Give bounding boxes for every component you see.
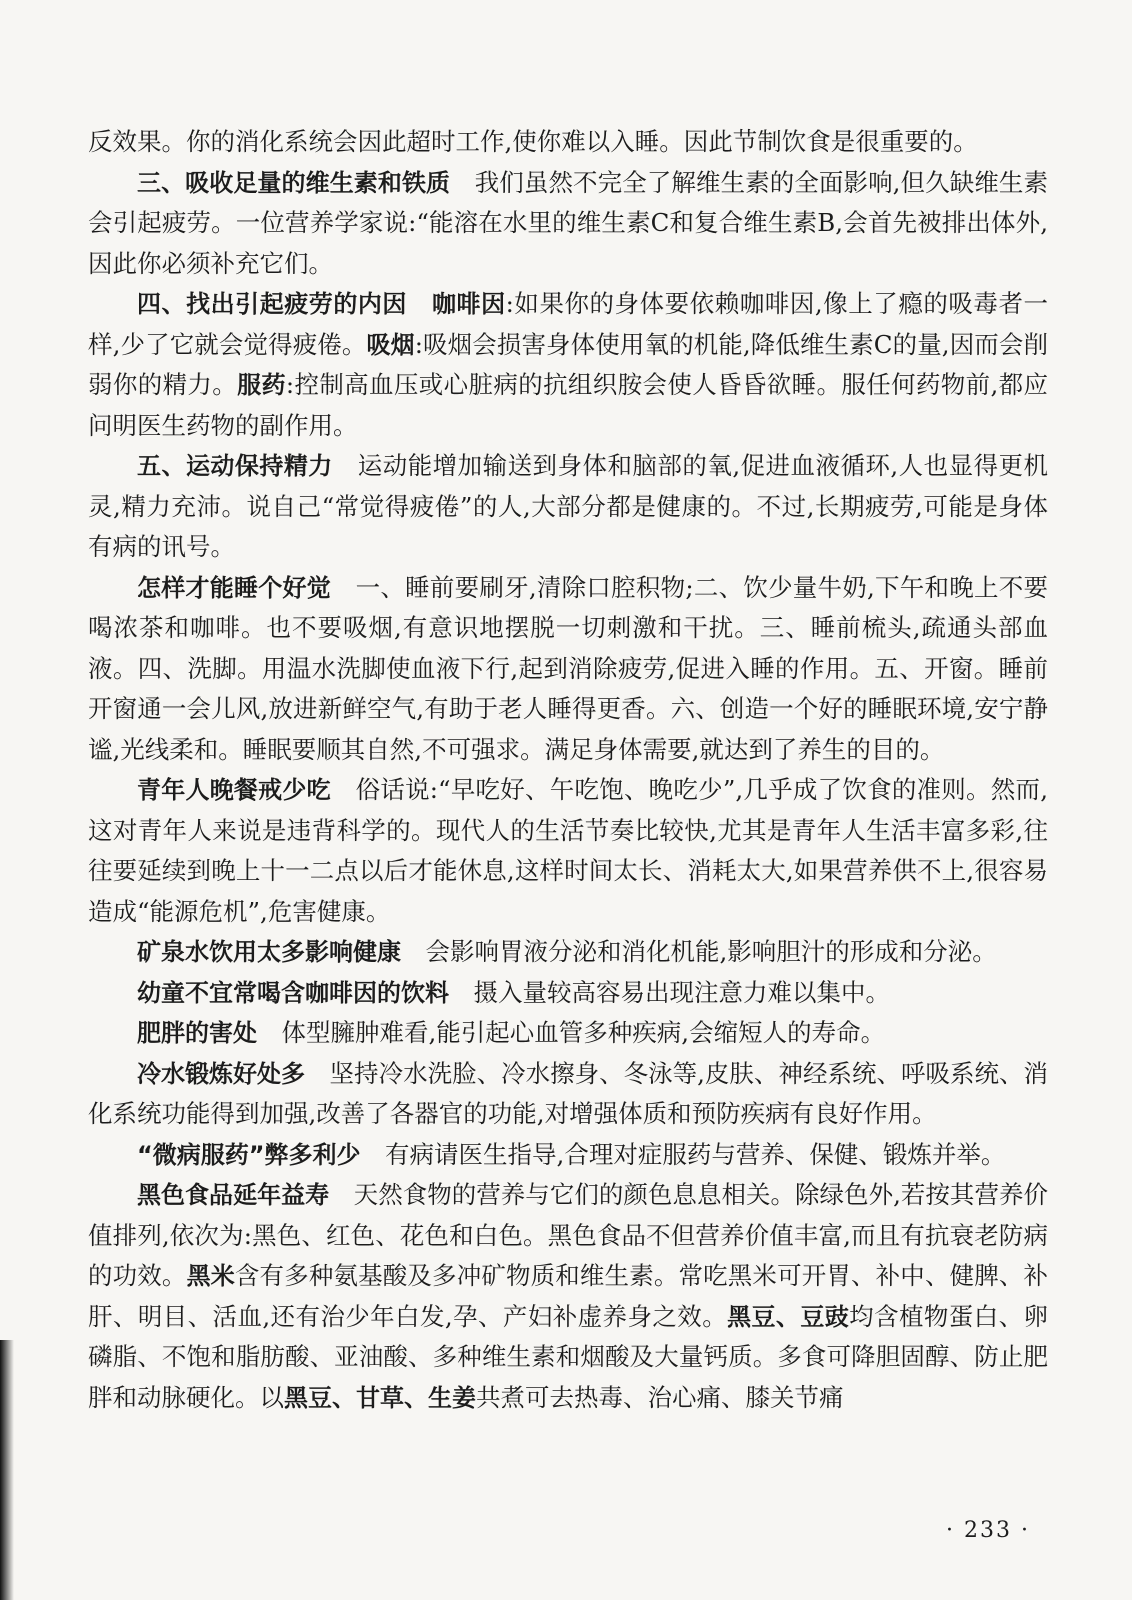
section-heading: 肥胖的害处 <box>137 1019 257 1047</box>
section-heading: 五、运动保持精力 <box>137 452 333 480</box>
inline-term: 咖啡因 <box>431 290 506 318</box>
text-run: 摄入量较高容易出现注意力难以集中。 <box>449 977 890 1007</box>
paragraph-p5 <box>88 770 1048 932</box>
scan-edge-shadow <box>0 1340 14 1600</box>
paragraph-p8 <box>88 1013 1048 1054</box>
text-run: 含有多种氨基酸及多冲矿物质和维生素。常吃黑米可开胃、补中、健脾、补肝、明目、活血,还有治少年白发,孕、产妇补虚养身之效。 <box>88 1261 1049 1331</box>
text-run: 有病请医生指导,合理对症服药与营养、保健、锻炼并举。 <box>360 1139 1006 1169</box>
text-run: :控制高血压或心脏病的抗组织胺会使人昏昏欲睡。服任何药物前,都应问明医生药物的副作用。 <box>88 370 1049 440</box>
page-body <box>88 122 1048 1418</box>
page-number: · 233 · <box>946 1518 1030 1543</box>
text-run: 我们虽然不完全了解维生素的全面影响,但久缺维生素会引起疲劳。一位营养学家说:“能溶在水里的维生素C和复合维生素B,会首先被排出体外,因此你必须补充它们。 <box>88 167 1048 278</box>
section-heading: 黑色食品延年益寿 <box>137 1181 330 1209</box>
inline-term: 吸烟 <box>366 330 415 359</box>
paragraph-p1 <box>88 163 1048 285</box>
inline-term: 服药 <box>237 371 286 399</box>
section-heading: “微病服药”弊多利少 <box>137 1140 361 1169</box>
text-run: 运动能增加输送到身体和脑部的氧,促进血液循环,人也显得更机灵,精力充沛。说自己“常觉得疲倦”的人,大部分都是健康的。不过,长期疲劳,可能是身体有病的讯号。 <box>88 451 1049 561</box>
inline-term: 黑豆、甘草、生姜 <box>284 1383 476 1412</box>
paragraph-p6 <box>88 932 1048 973</box>
section-heading: 三、吸收足量的维生素和铁质 <box>137 168 451 197</box>
text-run: 体型臃肿难看,能引起心血管多种疾病,会缩短人的寿命。 <box>257 1018 886 1047</box>
text-run: 反效果。你的消化系统会因此超时工作,使你难以入睡。因此节制饮食是很重要的。 <box>88 127 978 156</box>
paragraph-p0 <box>88 122 1048 163</box>
paragraph-p2 <box>88 284 1048 446</box>
section-heading: 青年人晚餐戒少吃 <box>137 776 331 804</box>
paragraph-p3 <box>88 446 1048 568</box>
text-run <box>407 289 432 318</box>
section-heading: 四、找出引起疲劳的内因 <box>137 290 407 318</box>
paragraph-p10 <box>88 1135 1048 1176</box>
inline-term: 黑豆、豆豉 <box>727 1302 850 1331</box>
text-run: 一、睡前要刷牙,清除口腔积物;二、饮少量牛奶,下午和晚上不要喝浓茶和咖啡。也不要吸烟,有意识地摆脱一切刺激和干扰。三、睡前梳头,疏通头部血液。四、洗脚。用温水洗脚使血液下行,起到消除疲劳,促进入睡的作用。五、开窗。睡前开窗通一会儿风,放进新鲜空气,有助于老人睡得更香。六、创造一个好的睡眠环境,安宁静谧,光线柔和。睡眠要顺其自然,不可强求。满足身体需要,就达到了养生的目的。 <box>88 572 1049 764</box>
paragraph-p4 <box>88 568 1048 771</box>
text-run: 均含植物蛋白、卵磷脂、不饱和脂肪酸、亚油酸、多种维生素和烟酸及大量钙质。多食可降胆固醇、防止肥胖和动脉硬化。以 <box>88 1301 1049 1412</box>
text-run: 天然食物的营养与它们的颜色息息相关。除绿色外,若按其营养价值排列,依次为:黑色、红色、花色和白色。黑色食品不但营养价值丰富,而且有抗衰老防病的功效。 <box>88 1180 1048 1290</box>
text-run: 会影响胃液分泌和消化机能,影响胆汁的形成和分泌。 <box>401 937 997 966</box>
text-run: :如果你的身体要依赖咖啡因,像上了瘾的吸毒者一样,少了它就会觉得疲倦。 <box>88 289 1049 359</box>
text-run: 共煮可去热毒、治心痛、膝关节痛 <box>476 1382 844 1412</box>
paragraph-p11 <box>88 1175 1048 1418</box>
section-heading: 怎样才能睡个好觉 <box>137 573 331 602</box>
text-run: 俗话说:“早吃好、午吃饱、晚吃少”,几乎成了饮食的准则。然而,这对青年人来说是违背科学的。现代人的生活节奏比较快,尤其是青年人生活丰富多彩,往往要延续到晚上十一二点以后才能休息,这样时间太长、消耗太大,如果营养供不上,很容易造成“能源危机”,危害健康。 <box>88 775 1049 926</box>
paragraph-p7 <box>88 973 1048 1014</box>
paragraph-p9 <box>88 1054 1048 1135</box>
section-heading: 幼童不宜常喝含咖啡因的饮料 <box>137 978 449 1007</box>
inline-term: 黑米 <box>186 1262 235 1290</box>
section-heading: 矿泉水饮用太多影响健康 <box>137 938 401 966</box>
text-run: :吸烟会损害身体使用氧的机能,降低维生素C的量,因而会削弱你的精力。 <box>88 329 1048 399</box>
text-run: 坚持冷水洗脸、冷水擦身、冬泳等,皮肤、神经系统、呼吸系统、消化系统功能得到加强,改善了各器官的功能,对增强体质和预防疾病有良好作用。 <box>88 1058 1048 1128</box>
section-heading: 冷水锻炼好处多 <box>137 1059 306 1088</box>
